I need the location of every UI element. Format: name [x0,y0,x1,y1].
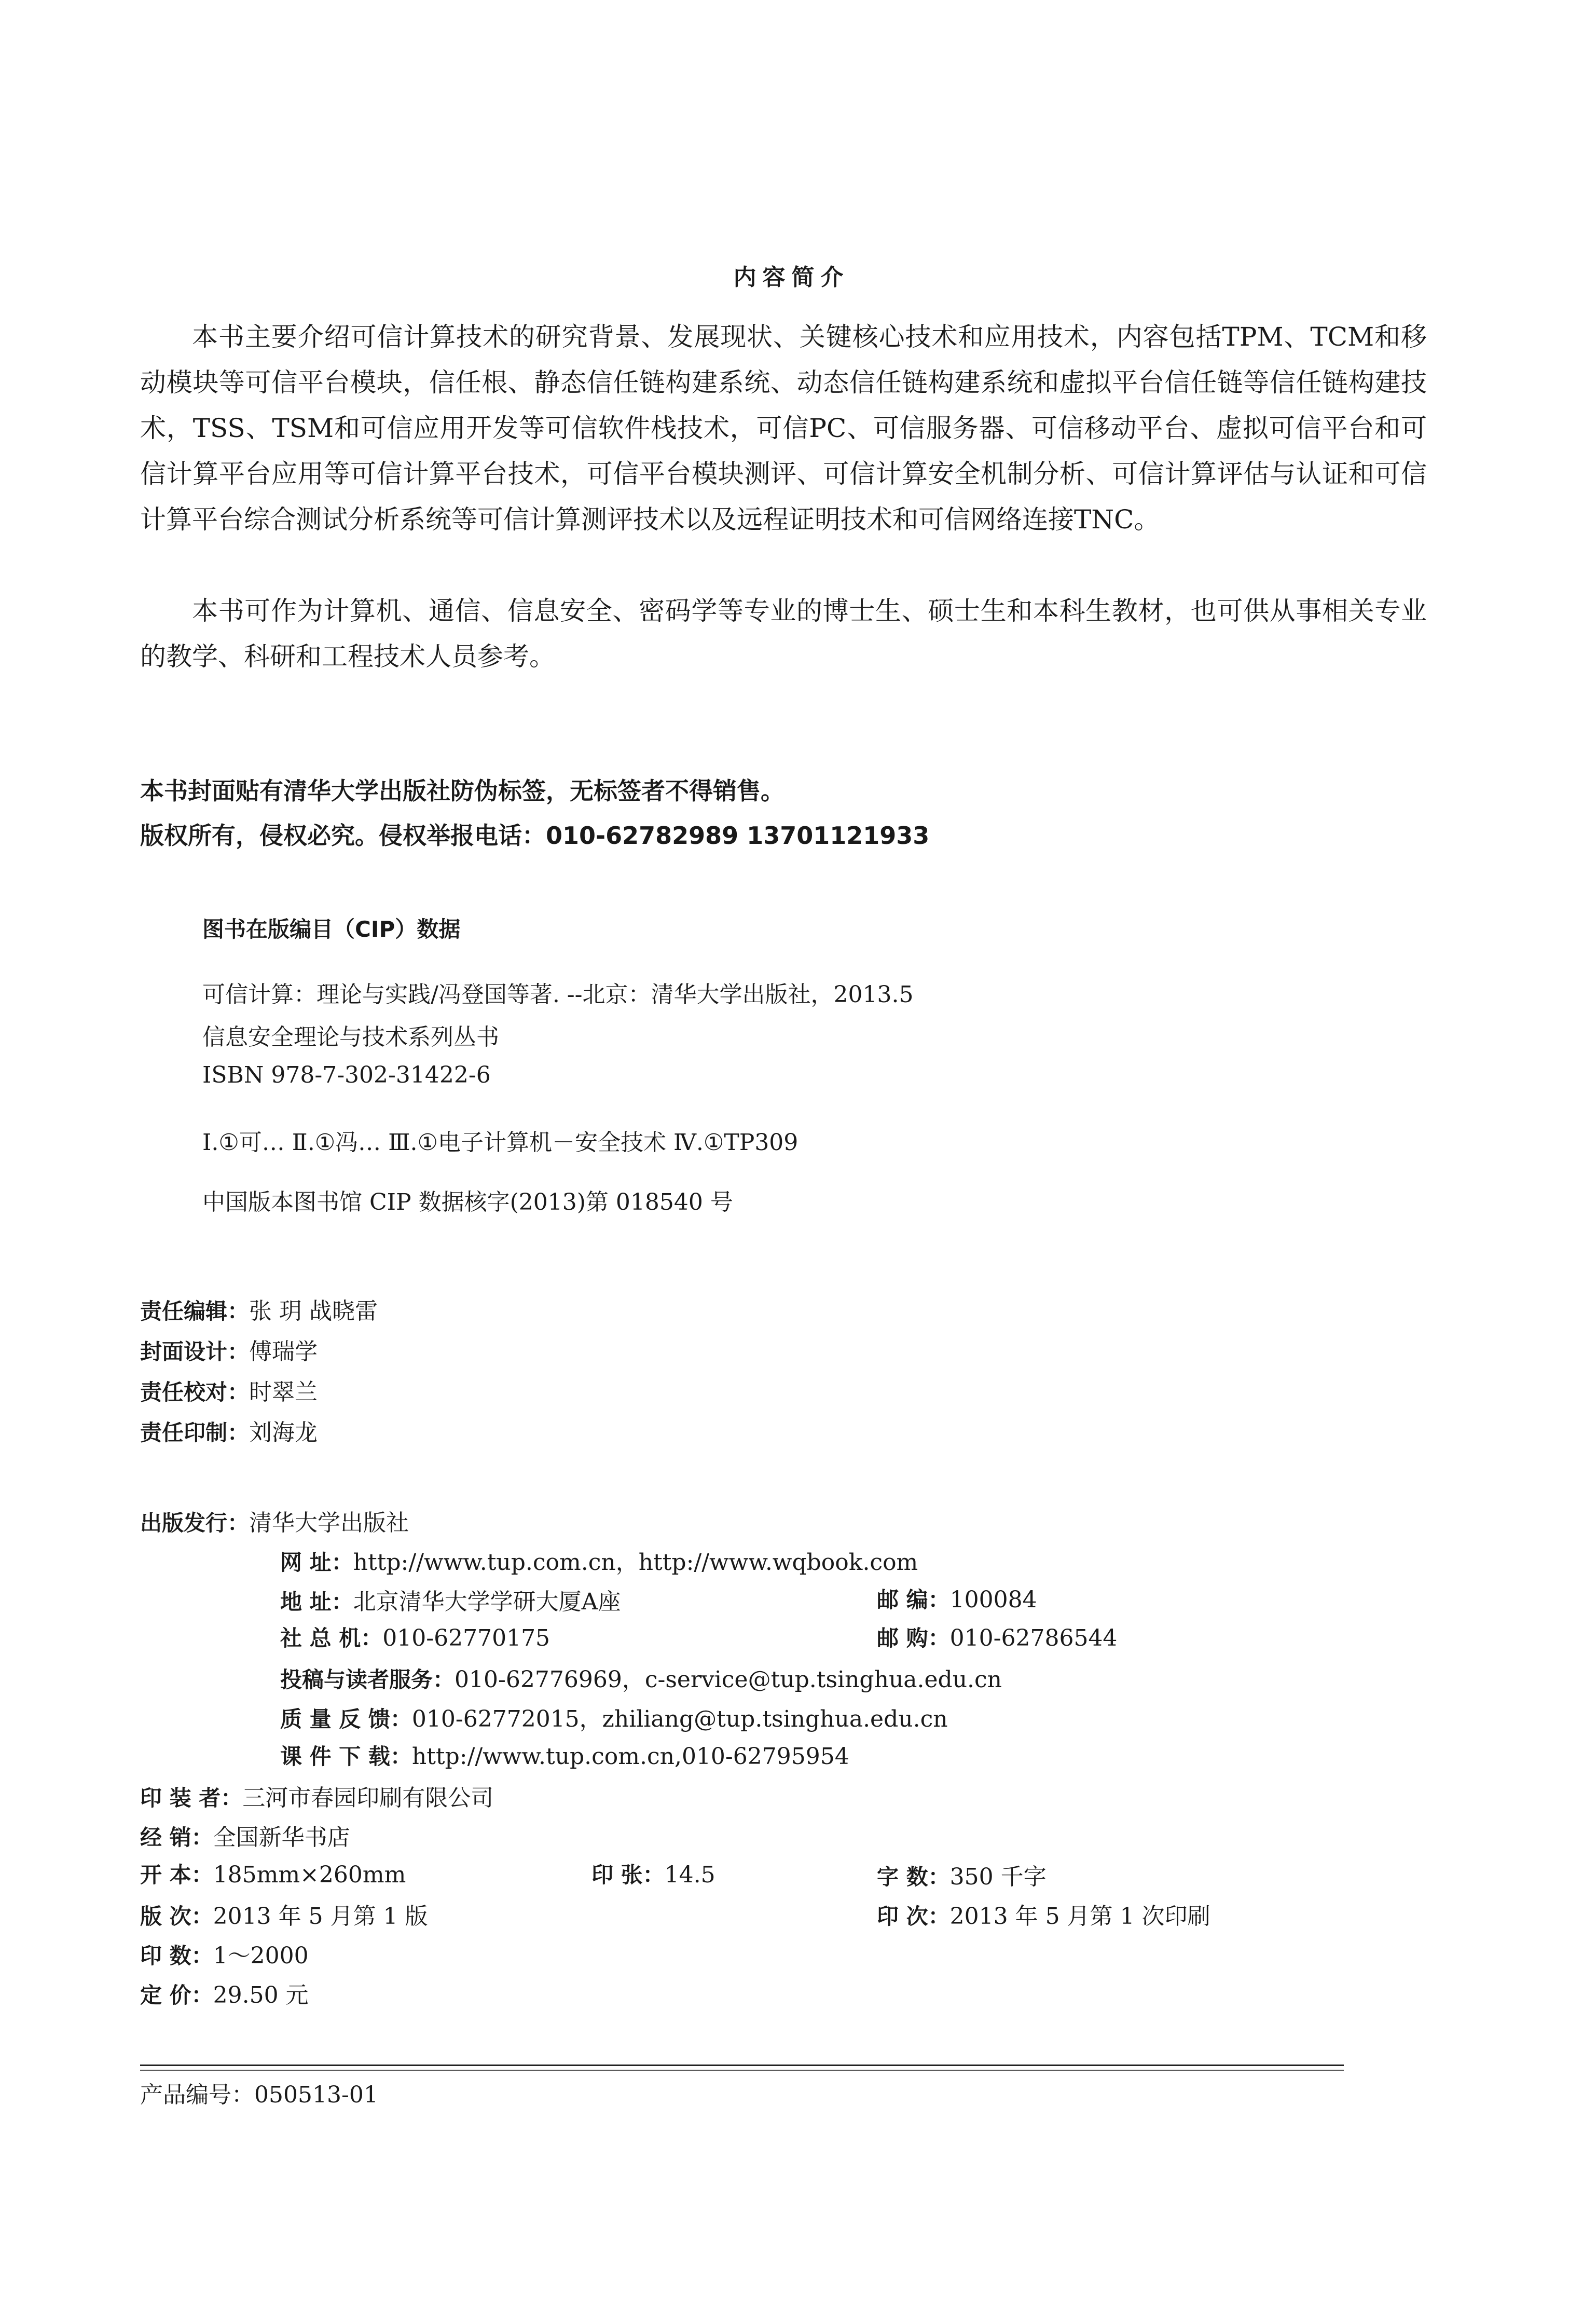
printer-value: 三河市春园印刷有限公司 [242,1785,494,1811]
staff-label: 责任编辑： [140,1298,250,1324]
publisher-zip-row [877,1583,1037,1614]
address-value: 北京清华大学学研大厦A座 [353,1589,621,1615]
price-row [140,1976,309,2009]
price-label: 定 价： [140,1983,213,2008]
sheets-value: 14.5 [664,1862,715,1888]
words-label: 字 数： [877,1864,950,1890]
words-row [877,1858,1047,1891]
staff-row-print [140,1414,318,1447]
sheets-label: 印 张： [591,1862,665,1888]
service-value: 010-62776969，c-service@tup.tsinghua.edu.cn [455,1666,1002,1693]
sheets-row [591,1858,715,1889]
publisher-web-row [280,1543,918,1577]
divider-line [140,2065,1344,2066]
cip-series-line: 信息安全理论与技术系列丛书 [202,1024,499,1050]
distributor-value: 全国新华书店 [213,1824,350,1851]
publisher-label: 出版发行： [140,1510,250,1536]
staff-label: 责任印制： [140,1420,250,1445]
staff-value: 刘海龙 [249,1419,318,1446]
cip-isbn-line: ISBN 978-7-302-31422-6 [202,1062,491,1088]
web-label: 网 址： [280,1550,353,1575]
service-label: 投稿与读者服务： [280,1667,455,1692]
impression-label: 印 次： [877,1904,950,1929]
cip-classification-line: Ⅰ.①可… Ⅱ.①冯… Ⅲ.①电子计算机－安全技术 Ⅳ.①TP309 [202,1129,799,1156]
product-code: 产品编号：050513-01 [140,2082,378,2108]
mailorder-label: 邮 购： [877,1625,950,1651]
publisher-quality-row [280,1700,948,1733]
staff-row-editor [140,1292,378,1325]
edition-value: 2013 年 5 月第 1 版 [213,1903,428,1930]
staff-value: 张 玥 战晓雷 [249,1298,378,1324]
zip-label: 邮 编： [877,1587,950,1612]
publisher-service-row [280,1661,1002,1694]
intro-paragraph-2: 本书可作为计算机、通信、信息安全、密码学等专业的博士生、硕士生和本科生教材，也可供从事相关专业的教学、科研和工程技术人员参考。 [140,596,1427,672]
copies-row [140,1937,309,1970]
publisher-name: 清华大学出版社 [249,1510,409,1536]
address-label: 地 址： [280,1589,353,1615]
web-value: http://www.tup.com.cn，http://www.wqbook.com [353,1549,918,1576]
zip-value: 100084 [949,1587,1037,1613]
staff-row-cover [140,1333,318,1366]
publisher-address-row [280,1583,621,1616]
format-value: 185mm×260mm [213,1862,406,1888]
distributor-row [140,1819,350,1852]
printer-row [140,1779,493,1812]
printer-label: 印 装 者： [140,1785,243,1811]
switchboard-value: 010-62770175 [382,1625,550,1651]
format-row [140,1858,406,1889]
cip-heading: 图书在版编目（CIP）数据 [202,917,461,942]
divider-line-thin [140,2070,1344,2071]
format-label: 开 本： [140,1862,213,1888]
quality-label: 质 量 反 馈： [280,1706,412,1732]
intro-paragraph-1: 本书主要介绍可信计算技术的研究背景、发展现状、关键核心技术和应用技术，内容包括TPM、TCM和移动模块等可信平台模块，信任根、静态信任链构建系统、动态信任链构建系统和虚拟平台信任链等信任链构建技术，TSS、TSM和可信应用开发等可信软件栈技术，可信PC、可信服务器、可信移动平台、虚拟可信平台和可信计算平台应用等可信计算平台技术，可信平台模块测评、可信计算安全机制分析、可信计算评估与认证和可信计算平台综合测试分析系统等可信计算测评技术以及远程证明技术和可信网络连接TNC。 [140,322,1427,535]
price-value: 29.50 元 [213,1982,309,2008]
staff-label: 责任校对： [140,1379,250,1405]
impression-row [877,1897,1210,1931]
staff-value: 时翠兰 [249,1379,318,1405]
staff-value: 傅瑞学 [249,1338,318,1365]
publisher-row [140,1504,409,1537]
edition-label: 版 次： [140,1904,213,1929]
cip-title-line: 可信计算：理论与实践/冯登国等著. --北京：清华大学出版社，2013.5 [202,981,914,1008]
intro-title: 内容简介 [733,264,850,291]
words-value: 350 千字 [949,1864,1047,1890]
publisher-switchboard-row [280,1621,550,1652]
download-label: 课 件 下 载： [280,1744,412,1769]
download-value: http://www.tup.com.cn,010-62795954 [411,1743,849,1770]
copies-value: 1～2000 [213,1943,309,1969]
anti-counterfeit-notice: 本书封面贴有清华大学出版社防伪标签，无标签者不得销售。 [140,777,784,805]
mailorder-value: 010-62786544 [949,1625,1118,1651]
copyright-notice: 版权所有，侵权必究。侵权举报电话：010-62782989 13701121933 [140,822,930,850]
cip-number-line: 中国版本图书馆 CIP 数据核字(2013)第 018540 号 [202,1189,733,1215]
switchboard-label: 社 总 机： [280,1625,383,1651]
edition-row [140,1897,428,1931]
copies-label: 印 数： [140,1943,213,1968]
publisher-mailorder-row [877,1621,1117,1652]
publisher-download-row [280,1740,849,1771]
staff-label: 封面设计： [140,1339,250,1364]
staff-row-proof [140,1373,318,1406]
quality-value: 010-62772015，zhiliang@tup.tsinghua.edu.cn [411,1706,948,1732]
distributor-label: 经 销： [140,1825,213,1850]
impression-value: 2013 年 5 月第 1 次印刷 [949,1903,1210,1930]
